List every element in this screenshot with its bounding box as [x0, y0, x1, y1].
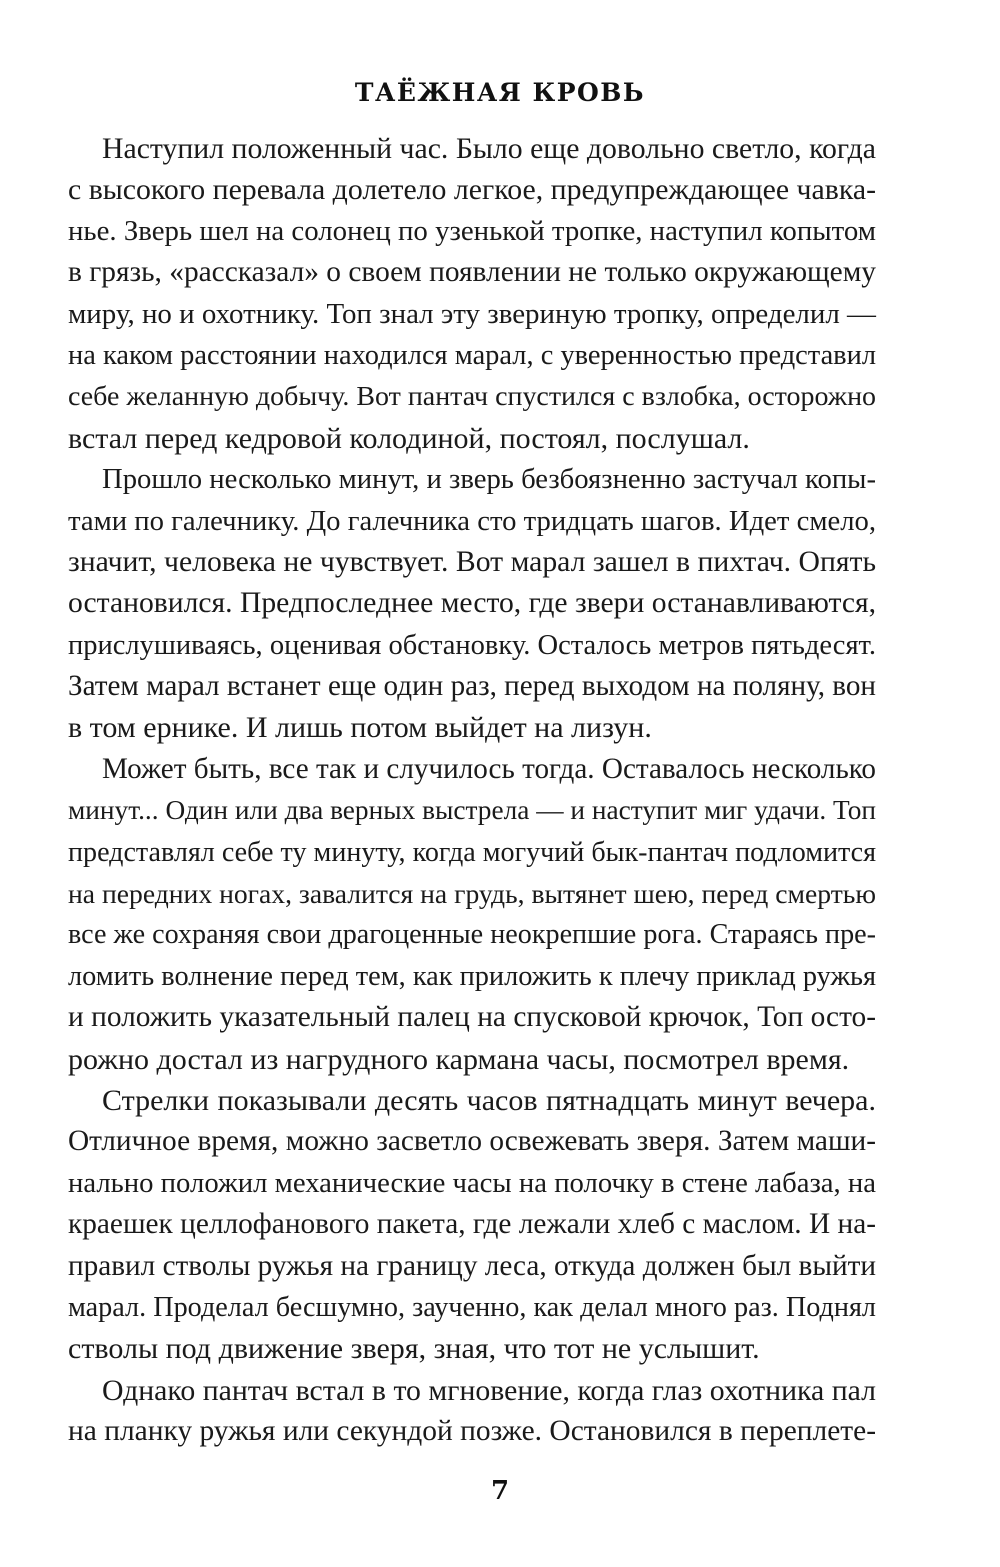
text-line: нье. Зверь шел на солонец по узенькой тропке, наступил копытом — [68, 214, 876, 247]
text-line: себе желанную добычу. Вот пантач спустился с взлобка, осторожно — [68, 381, 876, 413]
text-line: нально положил механические часы на полочку в стене лабаза, на — [68, 1166, 876, 1199]
text-line: встал перед кедровой колодиной, постоял, послушал. — [68, 421, 750, 455]
text-line: миру, но и охотнику. Топ знал эту звериную тропку, определил — — [68, 297, 876, 330]
text-line: марал. Проделал бесшумно, заученно, как делал много раз. Поднял — [68, 1291, 876, 1323]
text-line: правил стволы ружья на границу леса, откуда должен был выйти — [68, 1249, 876, 1282]
paragraph — [68, 1370, 876, 1453]
paragraph — [68, 1080, 876, 1370]
text-line: все же сохраняя свои драгоценные неокрепшие рога. Стараясь пре- — [68, 919, 876, 951]
running-head-title: ТАЁЖНАЯ КРОВЬ — [354, 78, 646, 107]
text-line: стволы под движение зверя, зная, что тот не услышит. — [68, 1332, 760, 1366]
text-line: и положить указательный палец на спусковой крючок, Топ осто- — [68, 1001, 876, 1034]
text-line: на передних ногах, завалится на грудь, вытянет шею, перед смертью — [68, 878, 876, 910]
text-line: с высокого перевала долетело легкое, предупреждающее чавка- — [68, 173, 876, 207]
paragraph — [68, 749, 876, 1080]
text-line: тами по галечнику. До галечника сто тридцать шагов. Идет смело, — [68, 504, 876, 537]
paragraph — [68, 128, 876, 459]
text-line: Может быть, все так и случилось тогда. Оставалось несколько — [102, 752, 876, 785]
text-line: представлял себе ту минуту, когда могучий бык-пантач подломится — [68, 836, 876, 868]
text-line: в грязь, «рассказал» о своем появлении не только окружающему — [68, 256, 876, 289]
text-line: Однако пантач встал в то мгновение, когда глаз охотника пал — [102, 1373, 876, 1407]
text-line: Затем марал встанет еще один раз, перед выходом на поляну, вон — [68, 670, 876, 703]
text-line: на планку ружья или секундой позже. Остановился в переплете- — [68, 1415, 876, 1448]
text-line: краешек целлофанового пакета, где лежали хлеб с маслом. И на- — [68, 1208, 876, 1241]
page-number: 7 — [490, 1476, 510, 1506]
text-line: значит, человека не чувствует. Вот марал зашел в пихтач. Опять — [68, 545, 876, 578]
text-line: ломить волнение перед тем, как приложить к плечу приклад ружья — [68, 960, 876, 992]
body-text — [68, 128, 876, 1453]
text-line: Отличное время, можно засветло освежевать зверя. Затем маши- — [68, 1125, 876, 1158]
text-line: Прошло несколько минут, и зверь безбоязненно застучал копы- — [102, 463, 876, 496]
text-line: Стрелки показывали десять часов пятнадцать минут вечера. — [102, 1083, 876, 1117]
text-line: в том ернике. И лишь потом выйдет на лизун. — [68, 711, 652, 745]
text-line: минут... Один или два верных выстрела — и наступит миг удачи. Топ — [68, 795, 876, 826]
text-line: прислушиваясь, оценивая обстановку. Осталось метров пятьдесят. — [68, 629, 876, 661]
text-line: остановился. Предпоследнее место, где звери останавливаются, — [68, 587, 876, 620]
text-line: на каком расстоянии находился марал, с уверенностью представил — [68, 339, 876, 371]
text-line: Наступил положенный час. Было еще довольно светло, когда — [102, 132, 876, 165]
text-line: рожно достал из нагрудного кармана часы, посмотрел время. — [68, 1042, 850, 1076]
paragraph — [68, 459, 876, 749]
